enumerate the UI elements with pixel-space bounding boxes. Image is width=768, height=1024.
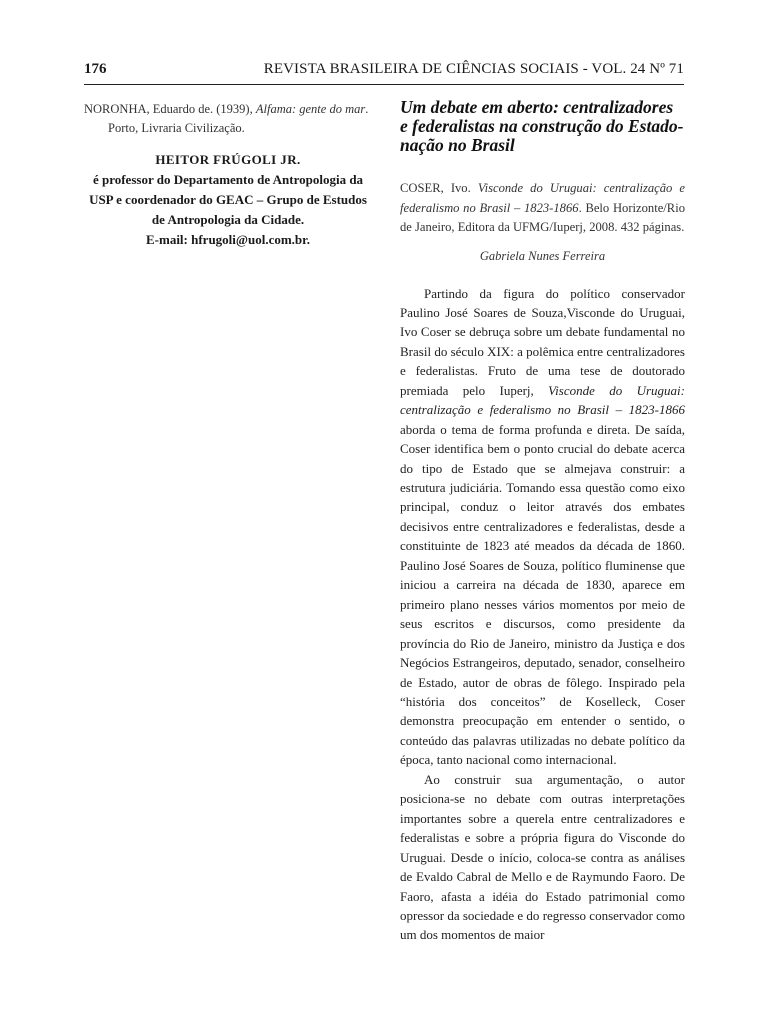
paragraph-1-book-title: Visconde do Uruguai: centralização e federalismo no Brasil – 1823-1866: [400, 382, 685, 418]
page-number: 176: [84, 61, 107, 77]
header-rule: [84, 84, 684, 85]
author-email[interactable]: E-mail: hfrugoli@uol.com.br.: [145, 232, 310, 247]
author-block: [84, 150, 372, 250]
ref-rest: . Porto, Livraria Civilização.: [108, 102, 369, 135]
paragraph-2: Ao construir sua argumentação, o autor posiciona-se no debate com outras interpretações importantes sobre a querela entre centralizadores e federalistas e sobre a própria figura do Visconde do Uruguai. Desde o início, coloca-se contra as análises de Evaldo Cabral de Mello e de Raymundo Faoro. De Faoro, afasta a idéia do Estado patrimonial como opressor da sociedade e do regresso conservador como um dos momentos de maior: [400, 771, 685, 943]
review-book-reference: [400, 179, 685, 238]
paragraph-1-end: aborda o tema de forma profunda e direta. De saída, Coser identifica bem o ponto crucial do debate acerca do tipo de Estado que se almejava construir: a estrutura judiciária. Tomando essa questão como eixo principal, conduz o leitor através dos embates decisivos entre centralizadores e federalistas, desde a constituinte de 1823 até meados da década de 1860. Paulino José Soares de Souza, político fluminense que iniciou a carreira na década de 1830, aparece em primeiro plano nesses vários momentos por meio de seus escritos e discursos, como presidente da província do Rio de Janeiro, ministro da Justiça e dos Negócios Estrangeiros, deputado, senador, conselheiro de Estado, autor de obras de fôlego. Inspirado pela “história dos conceitos” de Koselleck, Coser demonstra preocupação em entender o sentido, o conteúdo das palavras utilizadas no debate político da época, tanto nacional como internacional.: [400, 421, 685, 768]
paragraph-1: [400, 284, 685, 770]
review-body: [400, 284, 685, 945]
left-column: [84, 100, 372, 250]
book-author: COSER, Ivo.: [400, 181, 478, 195]
ref-title: Alfama: gente do mar: [255, 102, 366, 116]
review-column: [400, 98, 685, 945]
paragraph-1-start: Partindo da figura do político conservador Paulino José Soares de Souza,Visconde do Uruguai, Ivo Coser se debruça sobre um debate fundamental no Brasil do século XIX: a polêmica entre centralizadores e federalistas. Fruto de uma tese de doutorado premiada pelo Iuperj,: [400, 285, 685, 398]
ref-author: NORONHA, Eduardo de. (1939),: [84, 102, 256, 116]
author-name: HEITOR FRÚGOLI JR.: [155, 152, 301, 167]
running-head: REVISTA BRASILEIRA DE CIÊNCIAS SOCIAIS - VOL. 24 Nº 71: [263, 61, 684, 77]
reviewer-name: Gabriela Nunes Ferreira: [479, 248, 606, 263]
author-bio: é professor do Departamento de Antropologia da USP e coordenador do GEAC – Grupo de Estudos de Antropologia da Cidade.: [89, 172, 367, 227]
book-title: Visconde do Uruguai: centralização e federalismo no Brasil – 1823-1866: [400, 181, 685, 215]
reference-noronha: [84, 100, 372, 138]
book-publication: . Belo Horizonte/Rio de Janeiro, Editora da UFMG/Iuperj, 2008. 432 páginas.: [400, 200, 685, 234]
review-title: Um debate em aberto: centralizadores e federalistas na construção do Estado-nação no Brasil: [400, 97, 684, 155]
